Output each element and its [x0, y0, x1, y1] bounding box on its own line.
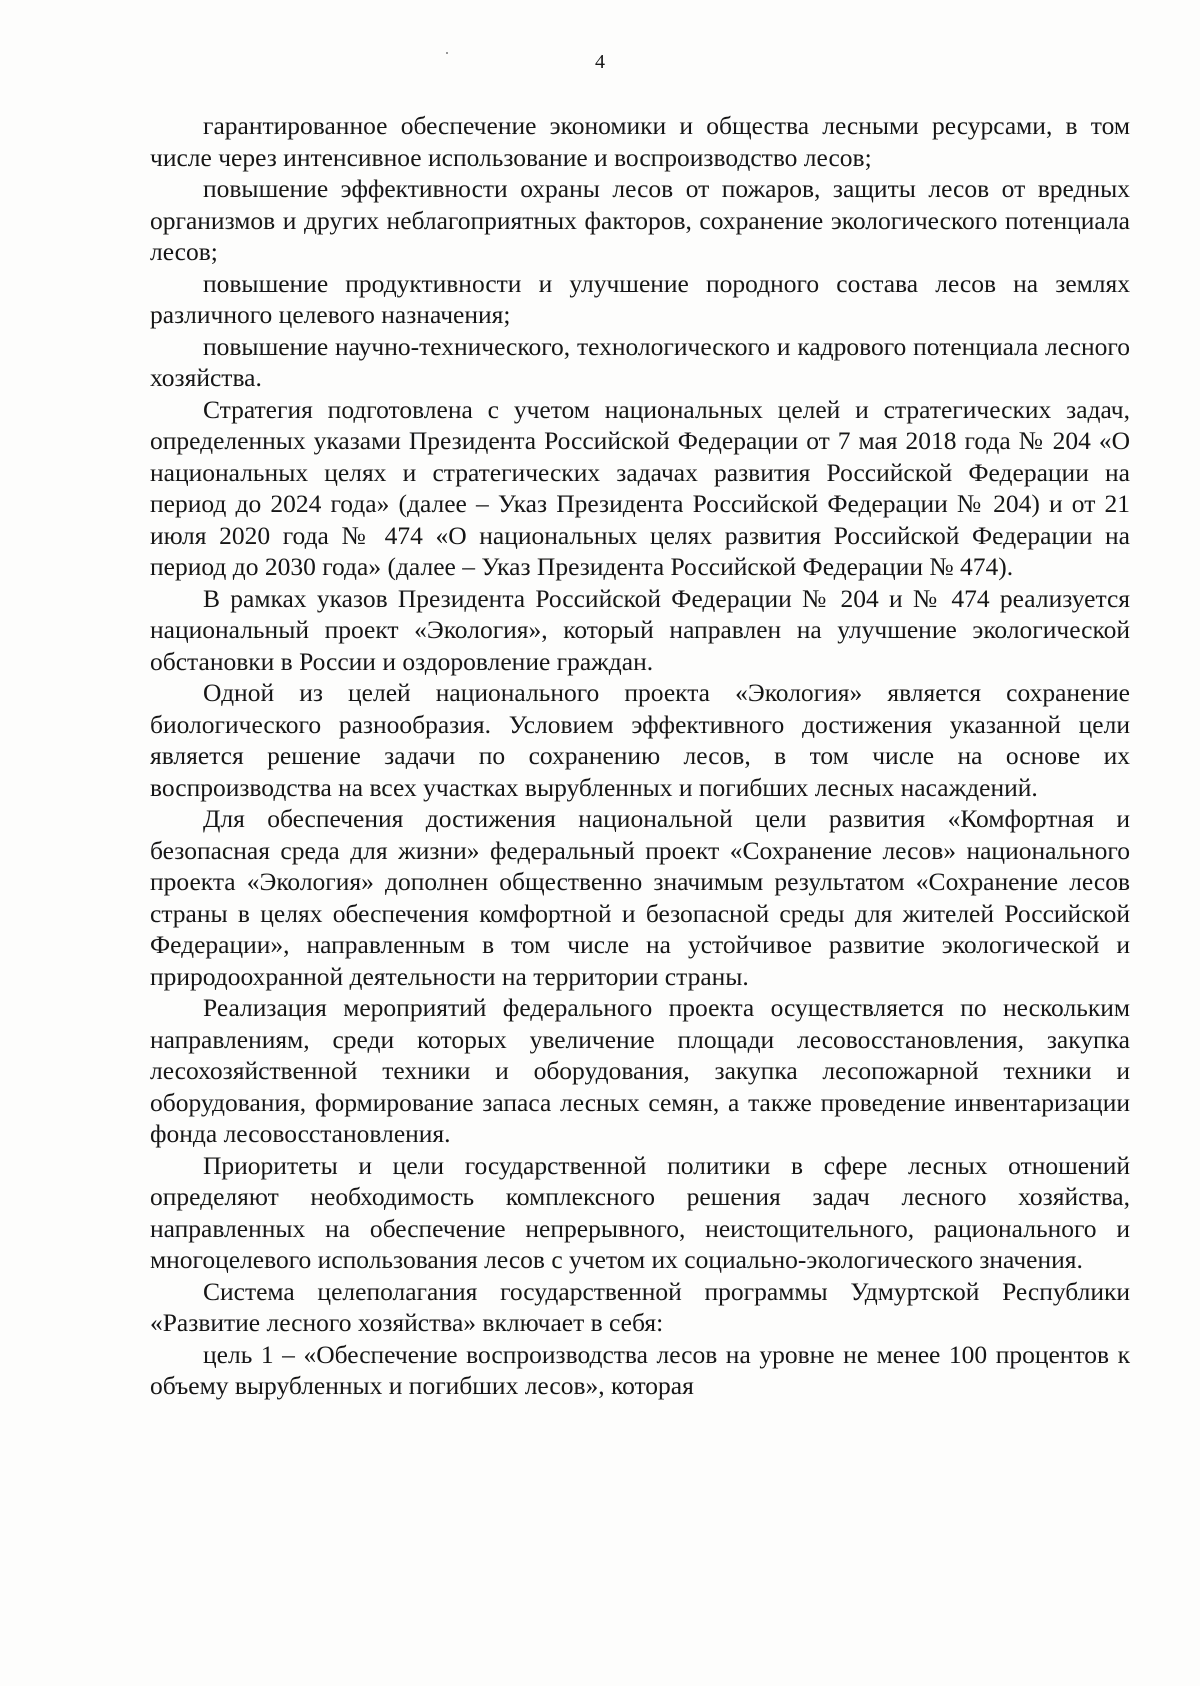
paragraph-goal-productivity: повышение продуктивности и улучшение породного состава лесов на землях различного целевого назначения; [150, 268, 1130, 329]
paragraph-goal-resources: гарантированное обеспечение экономики и общества лесными ресурсами, в том числе через интенсивное использование и воспроизводство лесов; [150, 111, 1130, 172]
paragraph-ecology-project: В рамках указов Президента Российской Федерации № 204 и № 474 реализуется национальный проект «Экология», который направлен на улучшение экологической обстановки в России и оздоровление граждан. [150, 583, 1130, 676]
paragraph-strategy: Стратегия подготовлена с учетом национальных целей и стратегических задач, определенных указами Президента Российской Федерации от 7 мая 2018 года № 204 «О национальных целях и стратегических задачах развития Российской Федерации на период до 2024 года» (далее – Указ Президента Российской Федерации № 204) и от 21 июля 2020 года № 474 «О национальных целях развития Российской Федерации на период до 2030 года» (далее – Указ Президента Российской Федерации № 474). [150, 394, 1130, 581]
page-number: 4 [595, 51, 605, 73]
paragraph-federal-project: Реализация мероприятий федерального проекта осуществляется по нескольким направлениям, среди которых увеличение площади лесовосстановления, закупка лесохозяйственной техники и оборудования, закупка лесопожарной техники и оборудования, формирование запаса лесных семян, а также проведение инвентаризации фонда лесовосстановления. [150, 993, 1130, 1148]
paragraph-policy-priorities: Приоритеты и цели государственной политики в сфере лесных отношений определяют необходимость комплексного решения задач лесного хозяйства, направленных на обеспечение непрерывного, неистощительного, рационального и многоцелевого использования лесов с учетом их социально-экологического значения. [150, 1150, 1130, 1274]
paragraph-comfortable-environment: Для обеспечения достижения национальной цели развития «Комфортная и безопасная среда для жизни» федеральный проект «Сохранение лесов» национального проекта «Экология» дополнен общественно значимым результатом «Сохранение лесов страны в целях обеспечения комфортной и безопасной среды для жителей Российской Федерации», направленным в том числе на устойчивое развитие экологической и природоохранной деятельности на территории страны. [150, 804, 1130, 991]
paragraph-biodiversity: Одной из целей национального проекта «Экология» является сохранение биологического разнообразия. Условием эффективного достижения указанной цели является решение задачи по сохранению лесов, в том числе на основе их воспроизводства на всех участках вырубленных и погибших лесных насаждений. [150, 678, 1130, 802]
paragraph-goal-protection: повышение эффективности охраны лесов от пожаров, защиты лесов от вредных организмов и других неблагоприятных факторов, сохранение экологического потенциала лесов; [150, 174, 1130, 266]
paragraph-goal-1: цель 1 – «Обеспечение воспроизводства лесов на уровне не менее 100 процентов к объему вырубленных и погибших лесов», которая [150, 1339, 1130, 1400]
document-body [150, 110, 1130, 1402]
paragraph-goal-potential: повышение научно-технического, технологического и кадрового потенциала лесного хозяйства. [150, 331, 1130, 392]
paragraph-goal-system: Система целеполагания государственной программы Удмуртской Республики «Развитие лесного хозяйства» включает в себя: [150, 1276, 1130, 1337]
